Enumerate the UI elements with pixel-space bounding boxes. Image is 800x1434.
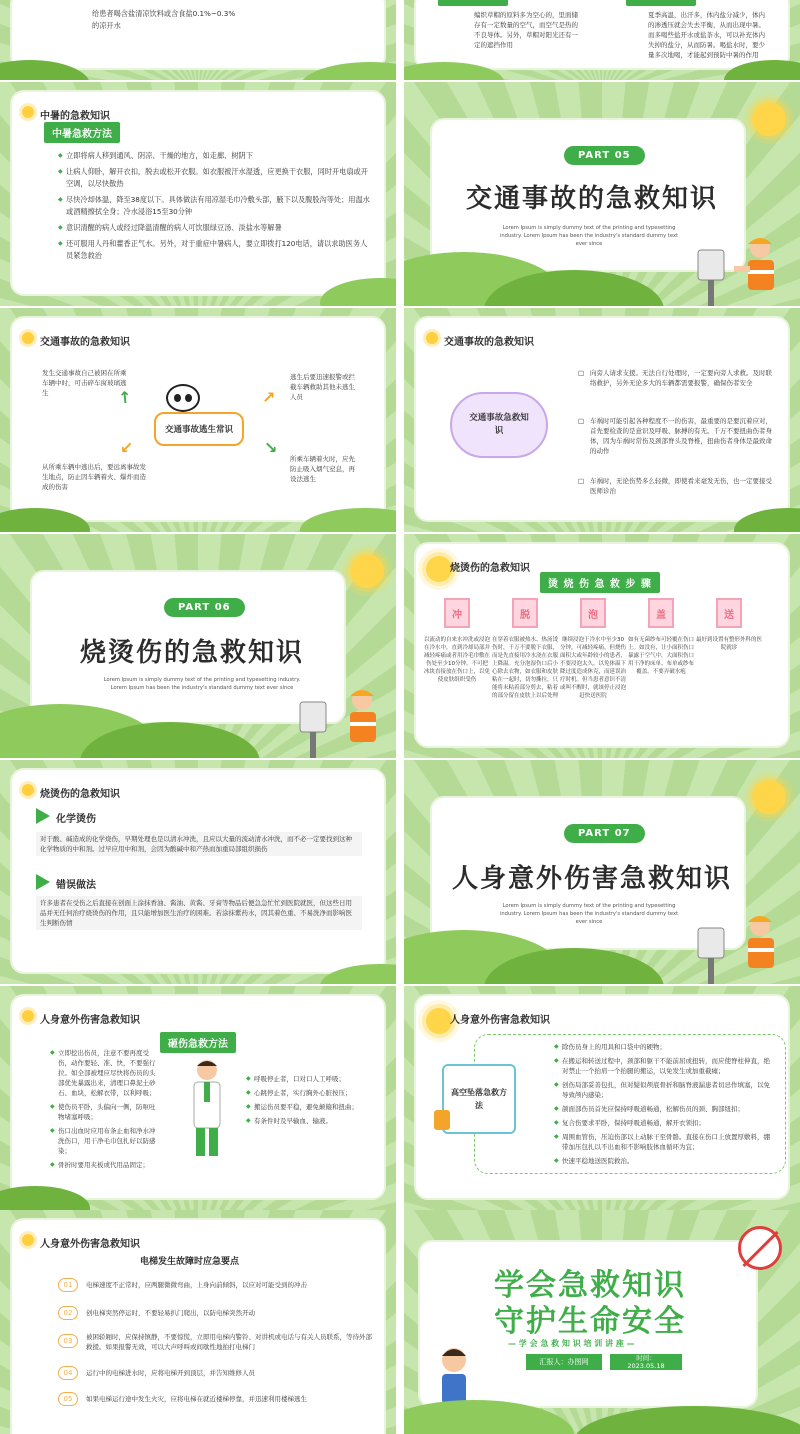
- slide-burn-steps: [404, 534, 800, 758]
- step-send: 送 最好到设置有整形外科的医院就诊: [696, 598, 762, 652]
- sun-icon: [426, 1008, 452, 1034]
- tip-bottom-right: 所乘车辆着火时，应先防止吸入烟气窒息，再设法逃生: [290, 455, 355, 483]
- center-badge: 交通事故逃生常识: [154, 412, 244, 446]
- step-text: 创电梯突然停运时，不要轻易扒门爬出，以防电梯突然开动: [86, 1309, 255, 1317]
- method-tag: 中暑急救方法: [44, 122, 120, 143]
- list-item: ◆ 复合伤要求平卧，保持呼吸道畅通，解开衣领扣；: [554, 1118, 776, 1128]
- tip-top-left: 发生交通事故自己被困在所乘车辆中时，可击碎车窗玻璃逃生: [42, 369, 127, 397]
- step-soak: 泡 继续浸泡于冷水中至少30分钟，可减轻疼痛。但烧伤面积大或年龄较小的患者，不要浸泡太久，以免体温下降过度造成休克，而延误治疗时机。但当患者意识不清或叫不醒时，就该停止浸泡赶快送医院: [560, 598, 626, 700]
- worker-illustration: [694, 230, 794, 306]
- doctor-illustration: [186, 1056, 228, 1160]
- sun-icon: [752, 102, 786, 136]
- method-tag: 砸伤急救方法: [160, 1032, 236, 1053]
- slide-title: 人身意外伤害急救知识: [40, 1239, 140, 1250]
- tip-bottom-left: 从所乘车辆中逃出后，要远离事故发生地点，防止因车辆着火、爆炸而造成的伤害: [42, 463, 146, 491]
- date-value: 2023.05.18: [627, 1362, 665, 1370]
- part-label: PART 06: [164, 598, 245, 617]
- list-item: ◆ 伤口出血时应用布条止血和净水冲洗伤口，用干净毛巾包扎好以防感染；: [50, 1126, 156, 1156]
- paragraph: 对于酸、碱造成的化学烧伤，早期处理也是以清水冲洗，且应以大量的流动清水冲洗，而不必一定要找到这种化学物质的中和剂。过早应用中和剂，会因为酸碱中和产热而加重局部组织损伤: [36, 832, 362, 856]
- arrow-icon: ↖: [113, 385, 136, 410]
- list-item: ◆ 周围血管伤，压迫伤部以上动脉干至骨骼。直接在伤口上放置厚敷料，绷带加压包扎以不出血和不影响肢体血循环为宜；: [554, 1132, 776, 1152]
- closing-subtitle: — 学 会 急 救 知 识 培 训 讲 座 —: [508, 1339, 635, 1348]
- lorem-text: Lorem Ipsum is simply dummy text of the printing and typesetting industry. Lorem Ipsum has been the industry's standard dummy text ever since: [103, 677, 301, 691]
- part-label: PART 05: [564, 146, 645, 165]
- subheading: 错误做法: [56, 880, 96, 891]
- date-label: 时间：: [636, 1354, 656, 1362]
- closing-title-2: 守护生命安全: [494, 1304, 686, 1339]
- step-text: 如果电梯运行途中发生火灾，应将电梯在就近楼梯停靠，并迅速利用楼梯逃生: [86, 1395, 307, 1403]
- step-text: 运行中的电梯进水时，应将电梯开到顶层，并告知维修人员: [86, 1369, 255, 1377]
- cloud-label: 交通事故急救知识: [450, 392, 548, 458]
- sun-icon: [350, 554, 384, 588]
- list-item: ◆ 除伤员身上的用具和口袋中的硬物；: [554, 1042, 776, 1052]
- slide-closing: [404, 1210, 800, 1434]
- section-title: 交通事故的急救知识: [466, 184, 719, 214]
- salt-water-text: 夏季高温，出汗多，体内盐分减少，体内的渗透压就会失去平衡，从而出现中暑。而多喝些盐开水或盐茶水，可以补充体内失掉的盐分，从而防暑。喝盐水时，要少量多次地喝，才能起到预防中暑的作用: [648, 11, 765, 59]
- step-number: 05: [58, 1392, 78, 1406]
- list-item: ◆ 在搬运和转送过程中，颈部和躯干不能前屈或扭转，而应使脊柱伸直，绝对禁止一个抬肩一个抬腿的搬运，以免发生或加重截瘫；: [554, 1056, 776, 1076]
- slide-title: 烧烫伤的急救知识: [450, 563, 530, 574]
- aid-item-2: □ 车祸时可能引起各种程度不一的伤害，最重要的是要沉着应对，首先要检查的是意识及呼吸、脉搏的有无。千万不要扭曲伤者身体，因为车祸时常伤及颈部脊头及脊椎，扭曲伤者身体是最致命的动作: [578, 417, 772, 455]
- aid-item-1: □ 向旁人请求支援。无法自行处理时，一定要向旁人求救。及时联络救护，另外无论多大的车辆都需要报警，确保伤者安全: [578, 369, 772, 387]
- tip-top-right: 逃生后要迅速报警或拦截车辆救助其他未逃生人员: [290, 373, 355, 401]
- arrow-icon: [36, 874, 50, 890]
- pencil-cup-icon: [434, 1110, 450, 1130]
- step-text: 电梯速度不正常时，应两腿微微弯曲，上身向前倾斜，以应对可能受到的冲击: [86, 1281, 307, 1289]
- step-number: 04: [58, 1366, 78, 1380]
- list-item: ◆ 颌面部伤员首先应保持呼吸道畅通，松解伤员的颈、胸部纽扣；: [554, 1104, 776, 1114]
- slide-part-06: [0, 534, 396, 758]
- step-number: 01: [58, 1278, 78, 1292]
- steps-banner: 烫 烧 伤 急 救 步 骤: [540, 572, 660, 593]
- drink-text: 给患者喝含盐清凉饮料或含食盐0.1%~0.3%的凉开水: [92, 9, 236, 30]
- method-box: 高空坠落急救方法: [442, 1064, 516, 1134]
- slide-crush-injury: [0, 986, 396, 1210]
- arrow-icon: ↘: [264, 438, 278, 457]
- section-title: 烧烫伤的急救知识: [80, 638, 305, 668]
- slide-title: 交通事故的急救知识: [40, 337, 130, 348]
- list-item: ◆ 创伤局部妥善包扎，但对疑似颅底骨折和脑脊液漏患者切忌作填塞，以免导致颅内感染；: [554, 1080, 776, 1100]
- list-item: ◆ 有条件时及早输血、输液。: [246, 1116, 378, 1126]
- step-number: 03: [58, 1334, 78, 1348]
- list-item: ◆ 意识清醒的病人或经过降温清醒的病人可饮服绿豆汤、淡盐水等解暑: [58, 222, 370, 234]
- slide-title: 人身意外伤害急救知识: [40, 1015, 140, 1026]
- slide-title: 人身意外伤害急救知识: [450, 1015, 550, 1026]
- paragraph: 许多患者在受伤之后直接在创面上涂抹香油、酱油、黄酱、牙膏等物品后便急急忙忙到医院就医，但这些日用品并无任何治疗烧烫伤的作用，且只能增加医生治疗的困难。若涂抹紫药水，因其着色重、不易洗净而影响医生判断伤情: [36, 896, 362, 930]
- straw-hat-text: 编织草帽的原料多为空心的，里面储存有一定数量的空气，而空气是热的不良导体。另外，草帽对阳光还有一定的遮挡作用: [474, 11, 578, 49]
- date-badge: [610, 1354, 682, 1370]
- subtitle: 电梯发生故障时应急要点: [140, 1257, 240, 1267]
- sun-icon: [426, 556, 452, 582]
- list-item: ◆ 骨折时要用夹板或代用品固定；: [50, 1160, 156, 1170]
- worker-illustration: [296, 682, 396, 758]
- sun-icon: [752, 780, 786, 814]
- list-item: ◆ 心跳停止者，实行胸外心脏按压；: [246, 1088, 378, 1098]
- slide-traffic-aid: [404, 308, 800, 532]
- worker-illustration: [694, 908, 794, 984]
- no-touch-icon: [738, 1226, 782, 1270]
- subheading: 化学烫伤: [56, 814, 96, 825]
- reporter: 汇报人：办图网: [526, 1354, 602, 1370]
- step-text: 被困轿厢时，应保持镇静，不要惊慌，立即用电梯内警铃、对讲机或电话与有关人员联系，等待外部救援。如果报警无效，可以大声呼叫或间歇性地拍打电梯门: [86, 1333, 372, 1351]
- list-item: ◆ 还可服用人丹和藿香正气水。另外，对于重症中暑病人，要立即拨打120电话，请以求助医务人员紧急救治: [58, 238, 370, 262]
- panda-icon: [166, 384, 200, 412]
- step-number: 02: [58, 1306, 78, 1320]
- closing-title-1: 学会急救知识: [494, 1268, 686, 1303]
- section-title: 人身意外伤害急救知识: [452, 864, 733, 894]
- step-rinse: 冲 以流动的自来水冲洗或浸泡在冷水中，直到冷却局部并减轻疼痛或者用冷毛巾敷在伤处至少10分钟。不可把冰块直接放在伤口上，以免使皮肤组织受伤: [424, 598, 490, 684]
- list-item: ◆ 呼吸停止者，口对口人工呼吸；: [246, 1074, 378, 1084]
- slide-title: 烧烫伤的急救知识: [40, 789, 120, 800]
- slide-heatstroke-prevent: [404, 0, 800, 80]
- lorem-text: Lorem Ipsum is simply dummy text of the printing and typesetting industry. Lorem Ipsum has been the industry's standard dummy text ever since: [499, 903, 679, 925]
- list-item: ◆ 让病人仰卧，解开衣扣，脱去或松开衣服。如衣服被汗水湿透，应更换干衣服，同时开电扇或开空调，以尽快散热: [58, 166, 370, 190]
- list-item: ◆ 立即挖出伤员，注意不要再度受伤，动作要轻、准、快，不要强行拉。如全部被埋应尽快将伤员的头部优先暴露出来，清理口鼻泥土砂石、血块，松解衣带，以利呼吸；: [50, 1048, 156, 1098]
- slide-part-05: [404, 82, 800, 306]
- slide-title: 中暑的急救知识: [40, 111, 110, 122]
- aid-item-3: □ 车祸时，无论伤势多么轻微，即使看来毫发无伤，也一定要接受医师诊治: [578, 477, 772, 495]
- list-item: ◆ 快速平稳地送医院救治。: [554, 1156, 776, 1166]
- slide-fall-injury: [404, 986, 800, 1210]
- list-item: ◆ 尽快冷却体温，降至38度以下。具体做法有用凉湿毛巾冷敷头部，腋下以及腹股沟等处；用温水或酒精擦拭全身；冷水浸浴15至30分钟: [58, 194, 370, 218]
- lorem-text: Lorem Ipsum is simply dummy text of the printing and typesetting industry. Lorem Ipsum has been the industry's standard dummy text ever since: [499, 225, 679, 247]
- slide-part-07: [404, 760, 800, 984]
- arrow-icon: [36, 808, 50, 824]
- list-item: ◆ 立即将病人移到通风、阴凉、干燥的地方，如走廊、树阴下: [58, 150, 370, 162]
- slide-heatstroke-drink: [0, 0, 396, 80]
- slide-elevator: [0, 1210, 396, 1434]
- list-item: ◆ 使伤员平卧，头偏向一侧，防呕吐物堵塞呼吸；: [50, 1102, 156, 1122]
- step-remove: 脱 在穿着衣服被热水、热汤烫伤时，千万不要脱下衣服，而是先直接用冷水浇在衣服上降温。充分泡湿伤口后小心除去衣物，如衣服和皮肤粘在一起时，切勿撕拉，只能将未粘着部分剪去，粘着的部分留在皮肤上以后处理: [492, 598, 558, 700]
- slide-burn-chemical: [0, 760, 396, 984]
- slide-title: 交通事故的急救知识: [444, 337, 534, 348]
- slide-traffic-escape: [0, 308, 396, 532]
- arrow-icon: ↗: [262, 388, 276, 407]
- list-item: ◆ 搬运伤员要平稳，避免颠簸和扭曲；: [246, 1102, 378, 1112]
- slide-heatstroke-aid: [0, 82, 396, 306]
- part-label: PART 07: [564, 824, 645, 843]
- arrow-icon: ↙: [120, 438, 134, 457]
- step-cover: 盖 如有无菌纱布可轻覆在伤口上。如没有，让小面积伤口暴露于空气中，大面积伤口用干净的床单、布单或纱布覆盖。不要弄破水疱: [628, 598, 694, 676]
